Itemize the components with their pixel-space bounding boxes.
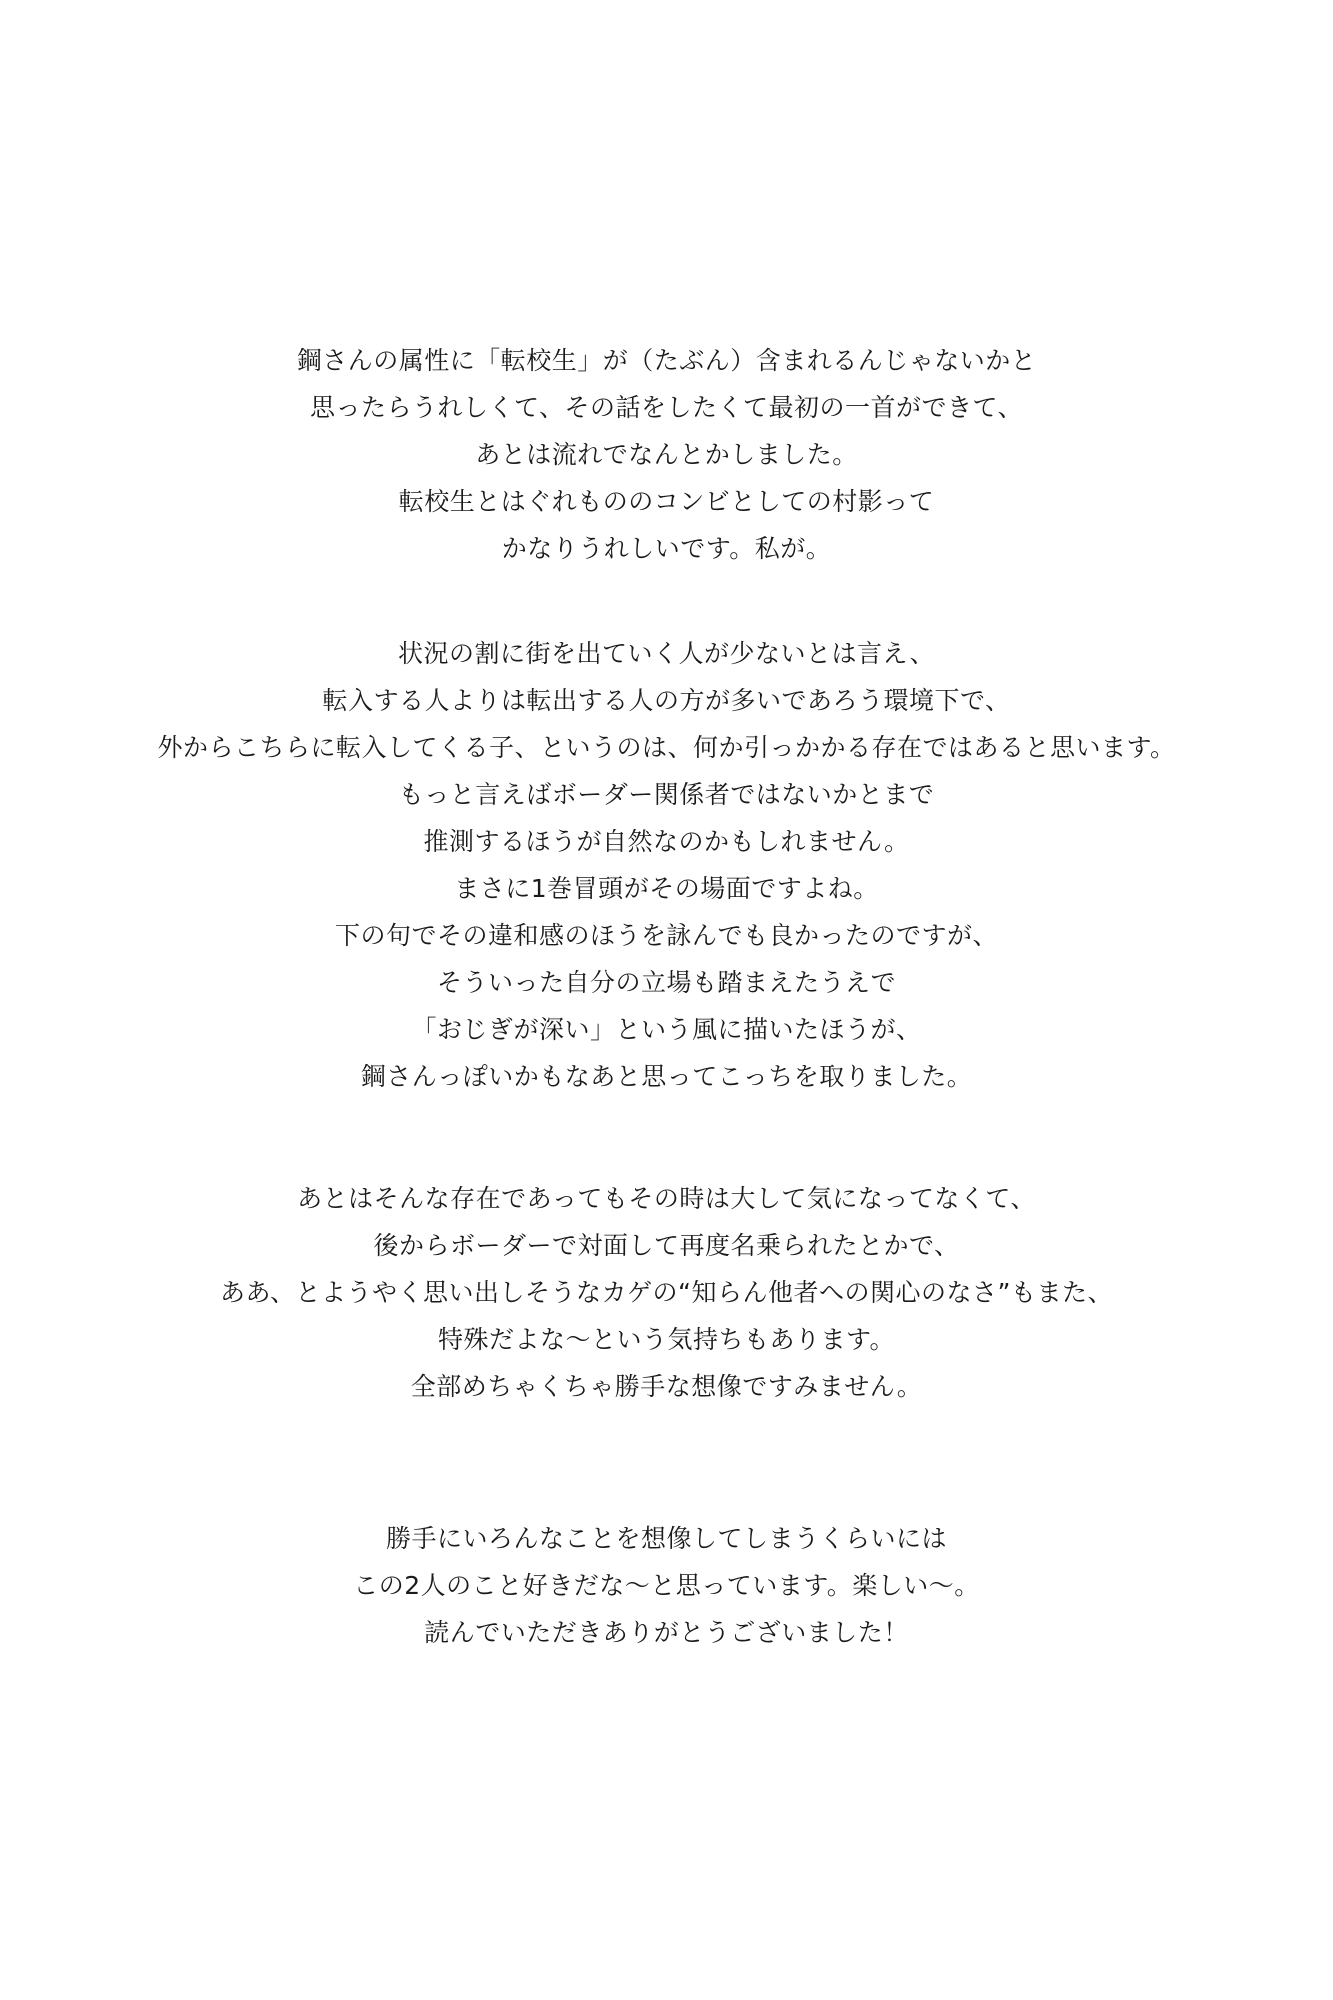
text-line: ああ、とようやく思い出しそうなカゲの“知らん他者への関心のなさ”もまた、 [220, 1278, 1113, 1307]
text-line: まさに1巻冒頭がその場面ですよね。 [454, 874, 879, 903]
text-line: 思ったらうれしくて、その話をしたくて最初の一首ができて、 [309, 393, 1023, 422]
text-line: あとは流れでなんとかしました。 [475, 440, 858, 469]
paragraph-closing [0, 1515, 1333, 1656]
text-line: かなりうれしいです。私が。 [501, 534, 832, 563]
text-line: 勝手にいろんなことを想像してしまうくらいには [385, 1524, 947, 1553]
text-line: 鋼さんっぽいかもなあと思ってこっちを取りました。 [360, 1062, 973, 1091]
text-line: もっと言えばボーダー関係者ではないかとまで [398, 780, 935, 809]
paragraph-situation [0, 630, 1333, 1100]
text-line: 下の句でその違和感のほうを詠んでも良かったのですが、 [334, 921, 998, 950]
text-line: 「おじぎが深い」という風に描いたほうが、 [411, 1015, 922, 1044]
paragraph-existence [0, 1175, 1333, 1410]
text-line: そういった自分の立場も踏まえたうえで [436, 968, 896, 997]
text-line: 鋼さんの属性に「転校生」が（たぶん）含まれるんじゃないかと [296, 346, 1037, 375]
text-line: 外からこちらに転入してくる子、というのは、何か引っかかる存在ではあると思います。 [157, 733, 1176, 762]
paragraph-transfer-student [0, 337, 1333, 572]
text-line: 後からボーダーで対面して再度名乗られたとかで、 [373, 1231, 960, 1260]
text-line: 読んでいただきありがとうございました！ [424, 1618, 909, 1647]
text-line: 転校生とはぐれもののコンビとしての村影って [398, 487, 935, 516]
text-line: 推測するほうが自然なのかもしれません。 [423, 827, 910, 856]
text-line: 全部めちゃくちゃ勝手な想像ですみません。 [410, 1372, 923, 1401]
text-line: 状況の割に街を出ていく人が少ないとは言え、 [397, 639, 935, 668]
text-line: この2人のこと好きだな〜と思っています。楽しい〜。 [353, 1571, 980, 1600]
text-line: 転入する人よりは転出する人の方が多いであろう環境下で、 [322, 686, 1011, 715]
text-line: 特殊だよな〜という気持ちもあります。 [437, 1325, 895, 1354]
text-line: あとはそんな存在であってもその時は大して気になってなくて、 [297, 1184, 1036, 1213]
